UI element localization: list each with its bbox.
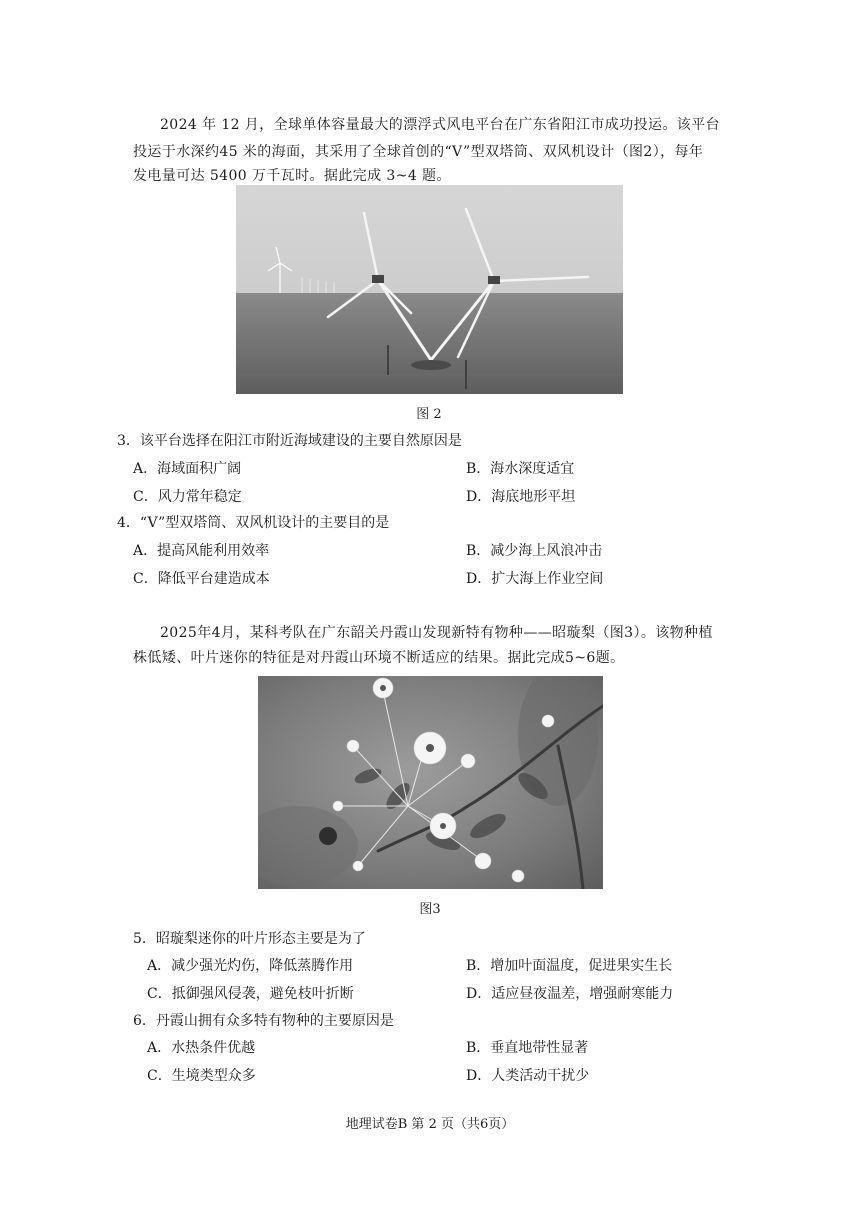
- figure-3-caption: 图3: [419, 902, 441, 917]
- question-4-option-b: B．减少海上风浪冲击: [466, 543, 603, 559]
- figure-2-wind-platform-photo: [236, 185, 623, 394]
- intro-line-2: 投运于水深约45 米的海面，其采用了全球首创的“V”型双塔筒、双风机设计（图2），每年: [133, 144, 704, 160]
- question-5-stem: 5．昭璇梨迷你的叶片形态主要是为了: [133, 931, 366, 947]
- question-3-stem: 3．该平台选择在阳江市附近海域建设的主要自然原因是: [117, 433, 462, 449]
- question-6-option-d: D．人类活动干扰少: [466, 1068, 590, 1084]
- question-5-option-a: A．减少强光灼伤，降低蒸腾作用: [147, 958, 354, 974]
- page-footer: 地理试卷B 第 2 页（共6页）: [345, 1117, 515, 1132]
- figure-2-caption: 图 2: [416, 407, 442, 422]
- question-6-option-b: B．垂直地带性显著: [466, 1040, 589, 1056]
- figure-3-flower-photo: [258, 676, 603, 889]
- question-6-option-a: A．水热条件优越: [147, 1040, 256, 1056]
- question-4-option-d: D．扩大海上作业空间: [466, 571, 604, 587]
- question-5-option-c: C．抵御强风侵袭，避免枝叶折断: [147, 986, 354, 1002]
- question-5-option-b: B．增加叶面温度，促进果实生长: [466, 958, 673, 974]
- question-3-option-d: D．海底地形平坦: [466, 489, 576, 505]
- question-3-option-a: A．海域面积广阔: [133, 461, 242, 477]
- question-6-stem: 6．丹霞山拥有众多特有物种的主要原因是: [133, 1013, 394, 1029]
- intro2-line-1: 2025年4月，某科考队在广东韶关丹霞山发现新特有物种——昭璇梨（图3）。该物种植: [160, 625, 713, 641]
- intro2-line-2: 株低矮、叶片迷你的特征是对丹霞山环境不断适应的结果。据此完成5~6题。: [133, 650, 625, 666]
- intro-line-1: 2024 年 12 月，全球单体容量最大的漂浮式风电平台在广东省阳江市成功投运。该平台: [160, 117, 720, 133]
- question-4-option-c: C．降低平台建造成本: [133, 571, 270, 587]
- question-5-option-d: D．适应昼夜温差，增强耐寒能力: [466, 986, 674, 1002]
- intro-line-3: 发电量可达 5400 万千瓦时。据此完成 3~4 题。: [133, 168, 451, 184]
- question-3-option-c: C．风力常年稳定: [133, 489, 242, 505]
- question-3-option-b: B．海水深度适宜: [466, 461, 575, 477]
- question-4-option-a: A．提高风能利用效率: [133, 543, 270, 559]
- question-6-option-c: C．生境类型众多: [147, 1068, 256, 1084]
- question-4-stem: 4．“V”型双塔筒、双风机设计的主要目的是: [117, 515, 390, 531]
